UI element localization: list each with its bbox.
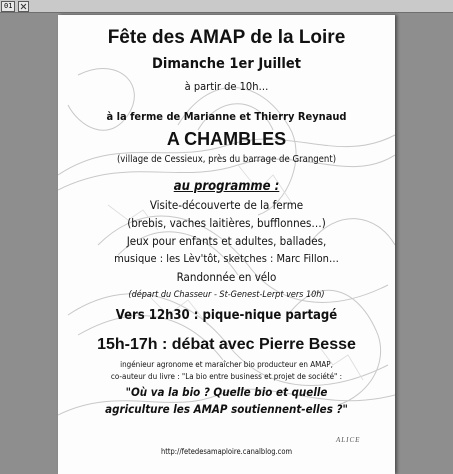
speaker-bio: ingénieur agronome et maraîcher bio producteur en AMAP,: [120, 360, 333, 369]
event-date: Dimanche 1er Juillet: [152, 56, 301, 72]
event-place: A CHAMBLES: [166, 129, 287, 149]
speaker-bio: co-auteur du livre : "La bio entre business et projet de société" :: [110, 372, 343, 381]
debate-question: "Où va la bio ? Quelle bio et quelle: [125, 385, 328, 399]
program-line: musique : les Lèv'tôt, sketches : Marc Fillon…: [114, 252, 339, 265]
program-heading: au programme :: [173, 179, 280, 194]
page-number-indicator[interactable]: 01: [1, 1, 15, 12]
program-line: Visite-découverte de la ferme: [149, 198, 304, 212]
debate-question: agriculture les AMAP soutiennent-elles ?": [105, 402, 348, 416]
flyer-page: [58, 15, 395, 474]
farm-hosts: à la ferme de Marianne et Thierry Reynaud: [106, 110, 347, 123]
program-line: (brebis, vaches laitières, bufflonnes…): [127, 216, 326, 230]
blog-url[interactable]: http://fetedesamaploire.canalblog.com: [160, 447, 293, 456]
program-line: Jeux pour enfants et adultes, ballades,: [126, 234, 327, 248]
artist-signature: ALICE: [336, 436, 361, 444]
program-line: Randonnée en vélo: [176, 270, 277, 284]
start-time: à partir de 10h…: [184, 80, 269, 93]
debate-heading: 15h-17h : débat avec Pierre Besse: [97, 336, 356, 353]
bike-note: (départ du Chasseur - St-Genest-Lerpt vers 10h): [128, 290, 325, 300]
close-icon[interactable]: [18, 1, 29, 12]
picnic-time: Vers 12h30 : pique-nique partagé: [115, 308, 338, 323]
place-note: (village de Cessieux, près du barrage de Grangent): [116, 154, 337, 165]
flyer-title: Fête des AMAP de la Loire: [107, 27, 346, 48]
viewer-toolbar: [0, 0, 453, 13]
